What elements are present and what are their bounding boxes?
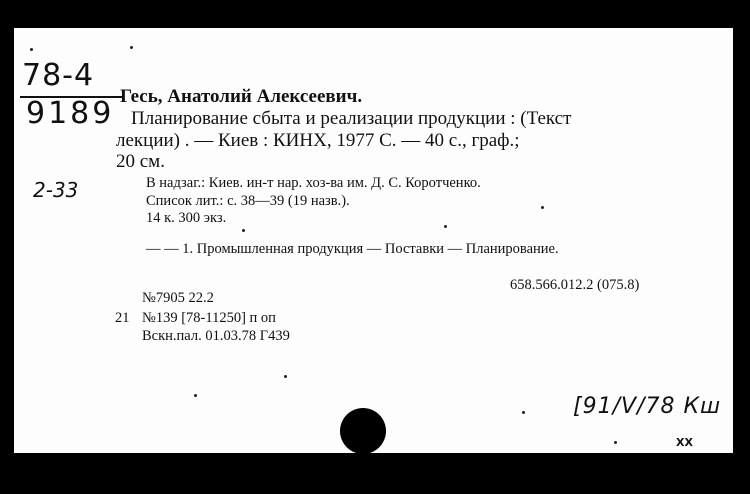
speck (522, 411, 525, 414)
entry-heading: Гесь, Анатолий Алексеевич. (120, 86, 363, 107)
entry-title-line2: лекции) . — Киев : КИНХ, 1977 С. — 40 с., граф.; (116, 130, 520, 151)
note-line1: В надзаг.: Киев. ин-т нар. хоз-ва им. Д. С. Коротченко. (146, 175, 481, 191)
speck (30, 48, 33, 51)
speck (614, 441, 617, 444)
classification-code: 658.566.012.2 (075.8) (510, 277, 640, 293)
entry-title-line3: 20 см. (116, 151, 165, 172)
note-line2: Список лит.: с. 38—39 (19 назв.). (146, 193, 350, 209)
handwritten-side-note: 2-33 (33, 178, 79, 202)
speck (541, 206, 544, 209)
handwritten-corner-note: ХХ (676, 436, 693, 449)
note-line3: 14 к. 300 экз. (146, 210, 227, 226)
record-line2: №139 [78-11250] п оп (142, 310, 276, 326)
catalog-card (14, 28, 733, 453)
record-line1: №7905 22.2 (142, 290, 214, 306)
handwritten-stamp: [91/V/78 Кш (573, 394, 722, 419)
handwritten-shelfmark-top: 78-4 (22, 58, 95, 93)
speck (444, 225, 447, 228)
subject-headings: — — 1. Промышленная продукция — Поставки — Планирование. (146, 241, 559, 257)
speck (242, 229, 245, 232)
entry-title-line1: Планирование сбыта и реализации продукции : (Текст (131, 108, 572, 129)
record-line3: Вскн.пал. 01.03.78 Г439 (142, 328, 290, 344)
handwritten-shelfmark-bottom: 9189 (26, 96, 115, 131)
record-prefix: 21 (115, 310, 130, 326)
punch-hole (340, 408, 386, 454)
speck (130, 46, 133, 49)
speck (194, 394, 197, 397)
speck (284, 375, 287, 378)
